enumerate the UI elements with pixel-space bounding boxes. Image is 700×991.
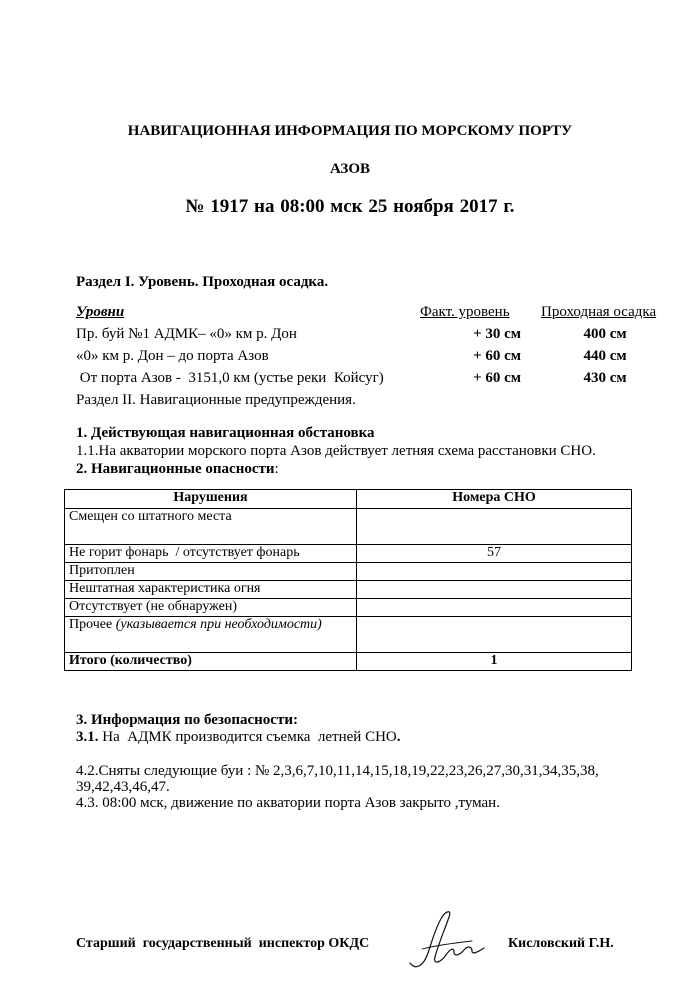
table-row	[65, 509, 632, 545]
table-cell-label: Не горит фонарь / отсутствует фонарь	[65, 545, 357, 563]
hazards-table-header	[65, 490, 632, 509]
table-cell-label: Притоплен	[65, 563, 357, 581]
level-row-2-name: «0» км р. Дон – до порта Азов	[76, 348, 269, 364]
hazards-heading: 2. Навигационные опасности:	[76, 461, 279, 477]
inspector-position: Старший государственный инспектор ОКДС	[76, 936, 370, 951]
current-situation-heading: 1. Действующая навигационная обстановка	[76, 425, 375, 441]
level-row-2-fact: + 60 см	[473, 348, 521, 364]
table-cell-value: 57	[357, 545, 632, 563]
section1-heading: Раздел I. Уровень. Проходная осадка.	[76, 274, 329, 290]
table-row	[65, 545, 632, 563]
table-cell-label: Смещен со штатного места	[65, 509, 357, 545]
level-row-3-name: От порта Азов - 3151,0 км (устье реки Койсуг)	[76, 370, 384, 386]
port-name: АЗОВ	[329, 161, 371, 177]
table-cell-label: Отсутствует (не обнаружен)	[65, 599, 357, 617]
safety-item-3-1: 3.1. На АДМК производится съемка летней СНО.	[76, 729, 401, 745]
hazards-table	[64, 489, 632, 671]
table-total-row	[65, 653, 632, 671]
traffic-closure-note: 4.3. 08:00 мск, движение по акватории порта Азов закрыто ,туман.	[76, 795, 500, 811]
fact-level-column-header: Факт. уровень	[420, 304, 510, 320]
table-cell-value	[357, 617, 632, 653]
document-title: НАВИГАЦИОННАЯ ИНФОРМАЦИЯ ПО МОРСКОМУ ПОРТУ	[127, 123, 573, 139]
table-cell-label: Прочее (указывается при необходимости)	[65, 617, 357, 653]
levels-column-header: Уровни	[76, 304, 125, 320]
level-row-1-draft: 400 см	[583, 326, 627, 342]
table-row	[65, 617, 632, 653]
removed-buoys-line2: 39,42,43,46,47.	[76, 779, 170, 795]
table-row	[65, 581, 632, 599]
total-value: 1	[357, 653, 632, 671]
issue-line: № 1917 на 08:00 мск 25 ноября 2017 г.	[185, 196, 515, 217]
removed-buoys-line1: 4.2.Сняты следующие буи : № 2,3,6,7,10,11,14,15,18,19,22,23,26,27,30,31,34,35,38,	[76, 763, 599, 779]
level-row-3-draft: 430 см	[583, 370, 627, 386]
section2-heading: Раздел II. Навигационные предупреждения.	[76, 392, 356, 408]
level-row-1-fact: + 30 см	[473, 326, 521, 342]
current-situation-text: 1.1.На акватории морского порта Азов действует летняя схема расстановки СНО.	[76, 443, 596, 459]
level-row-1-name: Пр. буй №1 АДМК– «0» км р. Дон	[76, 326, 297, 342]
level-row-3-fact: + 60 см	[473, 370, 521, 386]
table-cell-value	[357, 599, 632, 617]
table-row	[65, 599, 632, 617]
violations-column-header: Нарушения	[65, 490, 357, 509]
safety-heading: 3. Информация по безопасности:	[76, 712, 298, 728]
draft-column-header: Проходная осадка	[541, 304, 657, 320]
table-cell-label: Нештатная характеристика огня	[65, 581, 357, 599]
table-cell-value	[357, 563, 632, 581]
level-row-2-draft: 440 см	[583, 348, 627, 364]
handwritten-signature	[402, 905, 492, 975]
total-label: Итого (количество)	[65, 653, 357, 671]
aid-numbers-column-header: Номера СНО	[357, 490, 632, 509]
table-cell-value	[357, 581, 632, 599]
table-row	[65, 563, 632, 581]
table-cell-value	[357, 509, 632, 545]
inspector-name: Кисловский Г.Н.	[508, 936, 614, 951]
